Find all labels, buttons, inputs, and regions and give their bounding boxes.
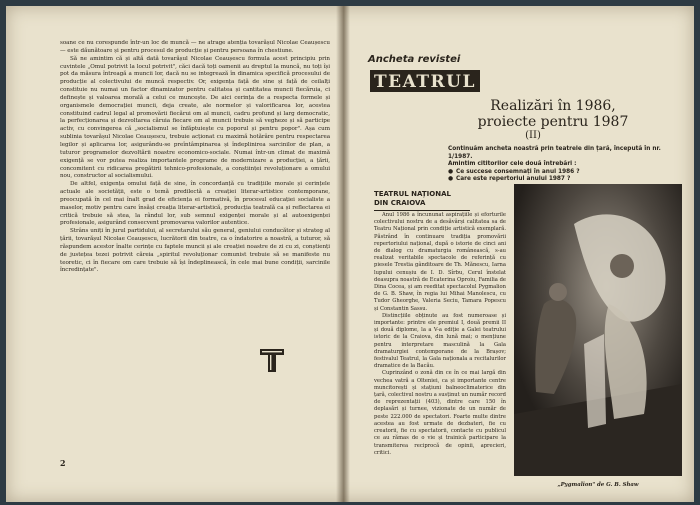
left-paragraph-1: soane ce nu corespunde într-un loc de muncă — ne atrage atenția tovarășul Nicolae Ceaușescu — este dăunătoare și pentru procesul de producție și pentru persoana în chestiune. [60,40,330,54]
article-part-number: (II) [525,130,541,141]
left-page-body [60,40,330,275]
section-heading-line-1: TEATRUL NAȚIONAL [374,190,451,198]
intro-text: Continuăm ancheta noastră prin teatrele din țară, începută în nr. 1/1987. [448,146,661,160]
left-paragraph-4: Strâns uniți în jurul partidului, al secretarului său general, geniului conducător și strateg al țării, tovarășul Nicolae Ceaușescu, lucrătorii din teatre, ca o îndatorire a noastră, a tuturor, să răspundem acestor înalte cerințe cu faptele muncii și ale creației noastre de zi cu zi, conștienți de justețea tezei potrivit căreia „spiritul revoluționar comunist trebuie să se manifeste nu teoretic, ci în fiecare om care trebuie să își îndeplinească, în cele mai bune condiții, sarcinile încredințate". [60,228,330,274]
section-heading-line-2: DIN CRAIOVA [374,199,426,207]
section-paragraph-1: Anul 1986 a încununat aspirațiile și eforturile colectivului nostru de a desăvârși calitatea sa de Teatru Național prin condiție artistică exemplară. Păstrând în continuare tradiția promovării repertoriului național, după o istorie de cinci ani de dialog cu dramaturgia românească, s-au realizat veritabile spectacole de referință cu piesele Trestia gânditoare de Th. Mănescu, Iarna lupului cenușiu de I. D. Sîrbu, Cerul înstelat deasupra noastră de Ecaterina Oproiu, Familia de Dina Cocea, și am reeditat spectacolul Pygmalion de G. B. Shaw, în regia lui Mihai Manolescu, cu Tudor Gheorghe, Valeria Seciu, Tamara Popescu și Constantin Sassu. [374,212,506,312]
teatrul-logo-text: TEATRUL [374,72,476,92]
page-number-left: 2 [60,458,66,468]
photo-caption: „Pygmalion" de G. B. Shaw [557,482,639,488]
section-heading-rule [374,210,470,211]
left-page [6,6,338,502]
section-paragraph-3: Cuprinzând o zonă din ce în ce mai largă din vechea vatră a Olteniei, ca și importante centre muncitorești și stațiuni balneoclimaterice din țară, colectivul nostru a susținut un număr record de reprezentații (403), dintre care 150 în deplasări și turnee, vizionate de un număr de peste 222.000 de spectatori. Foarte multe dintre acestea au fost urmate de dezbateri, fie cu creatorii, fie cu spectatorii, contacte cu publicul ce au rămas de o vie și trainică participare la transmiterea reciprocă de opinii, aprecieri, critici. [374,370,506,456]
intro-question-lead: Amintim cititorilor cele două întrebări : [448,161,577,167]
teatrul-t-ornament [258,346,286,374]
question-2: ● Care este repertoriul anului 1987 ? [448,176,668,184]
left-paragraph-3: De altfel, exigența omului față de sine, în concordanță cu tradițiile morale și cerințele actuale ale societății, este o temă predilectă a creației literar-artistice contemporane, preocupată în cel mai înalt grad de eficiența ei formativă, în procesul educației socialiste a maselor, motiv pentru care însăși creația literar-artistică, producția teatrală ca și reflectarea ei critică trebuie să stea, la rândul lor, sub semnul exigenței morale și al autoexigenței profesionale, asigurând consecvent promovarea valorilor autentice. [60,181,330,227]
pygmalion-photo [514,184,682,476]
rubric-label: Ancheta revistei [368,54,461,65]
article-title-line-1: Realizări în 1986, [490,98,616,114]
section-paragraph-2: Distincțiile obținute au fost numeroase și importante: printre ele premiul I, două premii II și două diplome, la a V-a ediție a Galei teatrului istoric de la Craiova, din lună mai; o mențiune pentru interpretare masculină la Gala dramaturgiei contemporane de la Brașov; festivalul Teatrul, la Gala naționala a recitalurilor dramatice de la Bacău. [374,312,506,370]
left-paragraph-2: Să ne amintim că și altă dată tovarășul Nicolae Ceaușescu formula acest principiu prin cuvintele „Omul potrivit la locul potrivit", căci dacă toți oamenii au dreptul la muncă, nu toți își pot da măsura întreagă a muncii lor, dacă nu se integrează în dinamica specifică procesului de producție al colectivului de muncă respectiv. Or, exigența față de sine și față de ceilalți constituie nu numai un factor dinamizator pentru calitatea și cantitatea muncii fiecăruia, ci definește și valoarea morală a celui ce muncește. De aici cerința de a respecta formele și organismele democrației muncii, deja create, ale normelor și valorificarea lor, acestea constituind cadrul legal al promovării fiecărui om al muncii, cadru profund și larg democratic, la perfecționarea și dezvoltarea căruia fiecare om al muncii trebuie să vegheze și să participe activ, cu convingerea că „socialismul se înfăptuiește cu poporul și pentru popor". Așa cum sublinia tovarășul Nicolae Ceaușescu, trebuie acționat cu maximă hotărâre pentru respectarea legilor și aplicarea lor, asigurându-se preîntâmpinarea și îndeplinirea sarcinilor de plan, a tuturor programelor dezvoltării noastre economico-sociale. Numai într-un climat de maximă exigență se vor putea realiza importantele programe de modernizare a producției, a țării, concomitent cu ridicarea pregătirii tehnico-profesionale, a conștiinței revoluționare a omului nou, constructor al socialismului. [60,55,330,180]
section-heading [374,190,474,211]
article-title [448,98,658,130]
right-page [348,6,694,502]
article-title-line-2: proiecte pentru 1987 [477,114,629,130]
article-intro [448,146,668,184]
teatrul-logo [370,70,480,92]
question-1: ● Ce succese consemnați în anul 1986 ? [448,169,668,177]
section-body [374,212,506,457]
